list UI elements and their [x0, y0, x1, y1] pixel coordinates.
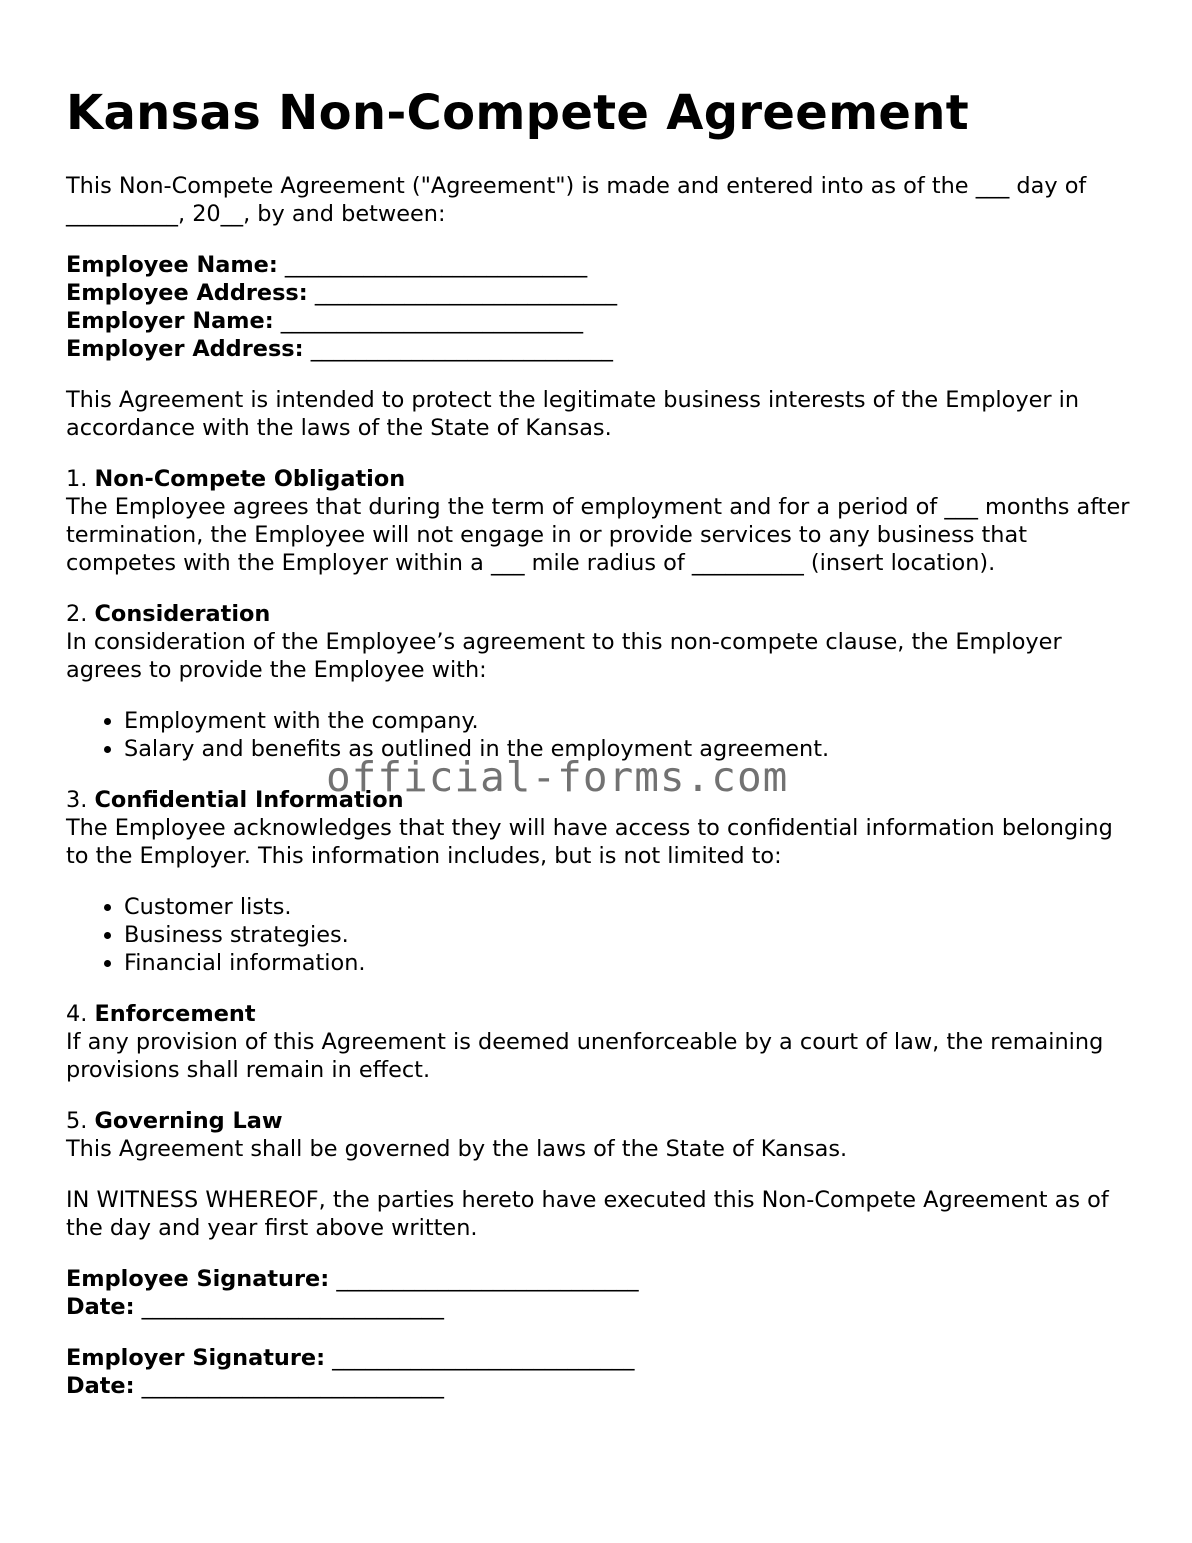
employee-address-field: [66, 279, 1136, 307]
employee-signature-block: [66, 1265, 1136, 1321]
field-label: Employer Signature:: [66, 1345, 326, 1371]
section-number: 3.: [66, 787, 88, 813]
consideration-list: [66, 707, 1136, 763]
section-body: If any provision of this Agreement is deemed unenforceable by a court of law, the remaining provisions shall remain in effect.: [66, 1029, 1104, 1083]
blank-line: ___________________________: [280, 308, 584, 334]
section-governing-law: [66, 1107, 1136, 1163]
section-body: This Agreement shall be governed by the laws of the State of Kansas.: [66, 1136, 848, 1162]
field-label: Date:: [66, 1373, 135, 1399]
section-confidential-information: [66, 786, 1136, 870]
section-number: 4.: [66, 1001, 88, 1027]
section-number: 2.: [66, 601, 88, 627]
section-consideration: [66, 600, 1136, 684]
section-title: Non-Compete Obligation: [94, 466, 406, 492]
section-body: In consideration of the Employee’s agreement to this non-compete clause, the Employer agrees to provide the Employee with:: [66, 629, 1062, 683]
confidential-list: [66, 893, 1136, 977]
section-title: Confidential Information: [94, 787, 404, 813]
blank-line: ___________________________: [141, 1373, 444, 1399]
field-label: Date:: [66, 1294, 135, 1320]
employee-name-field: [66, 251, 1136, 279]
list-item: • Business strategies.: [124, 921, 1136, 949]
purpose-paragraph: This Agreement is intended to protect the legitimate business interests of the Employer in accordance with the laws of the State of Kansas.: [66, 387, 1080, 441]
employer-signature-block: [66, 1344, 1136, 1400]
section-body: The Employee agrees that during the term of employment and for a period of ___ months after termination, the Employee will not engage in or provide services to any business that competes with the Employer within a ___ mile radius of __________ (insert location).: [66, 494, 1130, 576]
list-item: • Financial information.: [124, 949, 1136, 977]
intro-paragraph: This Non-Compete Agreement ("Agreement") is made and entered into as of the ___ day of __________, 20__, by and between:: [66, 173, 1087, 227]
document-page: [66, 84, 1136, 1423]
field-label: Employee Name:: [66, 252, 278, 278]
blank-line: ___________________________: [284, 252, 588, 278]
section-non-compete: [66, 465, 1136, 577]
watermark: official-forms.com: [326, 753, 789, 801]
parties-block: [66, 251, 1136, 363]
field-label: Employer Name:: [66, 308, 274, 334]
section-number: 5.: [66, 1108, 88, 1134]
document-title: Kansas Non-Compete Agreement: [66, 85, 969, 141]
field-label: Employer Address:: [66, 336, 304, 362]
employee-signature-field: [66, 1265, 1136, 1293]
field-label: Employee Signature:: [66, 1266, 330, 1292]
employer-name-field: [66, 307, 1136, 335]
blank-line: ___________________________: [332, 1345, 635, 1371]
list-item: • Salary and benefits as outlined in the employment agreement.: [124, 735, 1136, 763]
blank-line: ___________________________: [336, 1266, 639, 1292]
section-title: Consideration: [94, 601, 271, 627]
employee-date-field: [66, 1293, 1136, 1321]
employer-date-field: [66, 1372, 1136, 1400]
section-title: Governing Law: [94, 1108, 283, 1134]
employer-signature-field: [66, 1344, 1136, 1372]
witness-paragraph: IN WITNESS WHEREOF, the parties hereto have executed this Non-Compete Agreement as of the day and year first above written.: [66, 1187, 1109, 1241]
section-enforcement: [66, 1000, 1136, 1084]
blank-line: ___________________________: [314, 280, 618, 306]
section-number: 1.: [66, 466, 88, 492]
blank-line: ___________________________: [310, 336, 613, 362]
section-body: The Employee acknowledges that they will have access to confidential information belonging to the Employer. This information includes, but is not limited to:: [66, 815, 1113, 869]
blank-line: ___________________________: [141, 1294, 444, 1320]
field-label: Employee Address:: [66, 280, 308, 306]
list-item: • Customer lists.: [124, 893, 1136, 921]
employer-address-field: [66, 335, 1136, 363]
section-title: Enforcement: [94, 1001, 256, 1027]
list-item: • Employment with the company.: [124, 707, 1136, 735]
